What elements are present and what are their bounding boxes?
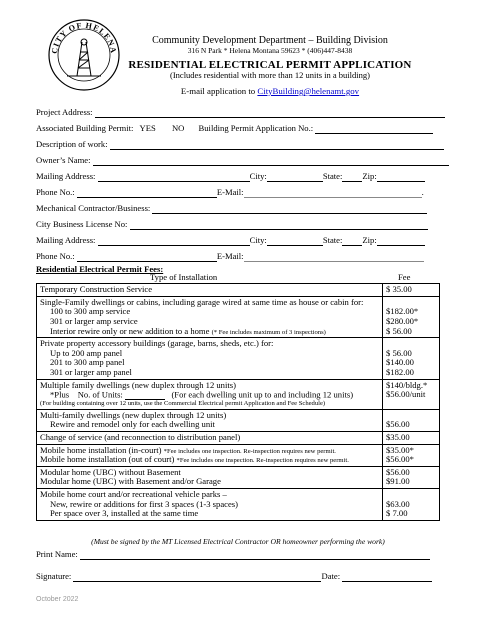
- email-link[interactable]: CityBuilding@helenamt.gov: [257, 86, 360, 96]
- svg-text:CITY OF HELENA: [50, 21, 118, 54]
- permit-app-no-label: Building Permit Application No.:: [198, 123, 314, 134]
- col-header-fee: Fee: [398, 272, 411, 282]
- fee-cell: [383, 444, 440, 466]
- state-input[interactable]: [342, 172, 362, 182]
- fee-row-desc: [37, 296, 383, 338]
- modular-no-basement: Modular home (UBC) without Basement: [40, 466, 181, 477]
- single-family-label: Single-Family dwellings or cabins, including garage wired at same time as house or cabin for:: [40, 296, 364, 307]
- accessory-label: Private property accessory buildings (garage, barns, sheds, etc.) for:: [40, 338, 274, 349]
- city-label: City:: [249, 171, 267, 182]
- description-row: [36, 140, 444, 150]
- phone-input[interactable]: [77, 188, 217, 198]
- mailing-address-input[interactable]: [98, 172, 250, 182]
- permit-app-no-input[interactable]: [315, 124, 433, 134]
- table-row: [37, 489, 440, 521]
- fee-accessory-3: $182.00: [386, 367, 414, 377]
- fee-table: [36, 283, 440, 521]
- fee-accessory-2: $140.00: [386, 357, 414, 368]
- city-input[interactable]: [267, 172, 323, 182]
- fee-cell: [383, 466, 440, 488]
- temp-service-label: Temporary Construction Service: [40, 284, 153, 294]
- contractor-mailing-row: [36, 236, 425, 246]
- license-label: City Business License No:: [36, 219, 128, 230]
- units-label: No. of Units:: [77, 389, 123, 400]
- owner-row: [36, 156, 449, 166]
- seal-text: CITY OF HELENA: [49, 20, 119, 55]
- fee-change-service: $35.00: [386, 431, 410, 442]
- single-family-301: 301 or larger amp service: [50, 315, 138, 326]
- fee-row-desc: [37, 338, 383, 380]
- fee-cell: [383, 409, 440, 431]
- table-row: [37, 338, 440, 380]
- multi-family-label: Multiple family dwellings (new duplex through 12 units): [40, 379, 236, 390]
- col-header-install: Type of Installation: [150, 272, 218, 282]
- modular-basement: Modular home (UBC) with Basement and/or Garage: [40, 476, 221, 487]
- fee-per-bldg: $140/bldg.*: [386, 379, 428, 390]
- contractor-phone-row: [36, 252, 424, 262]
- department-name: Community Development Department – Building Division: [152, 35, 388, 46]
- description-label: Description of work:: [36, 139, 108, 150]
- fee-cell: [383, 489, 440, 521]
- table-row: [37, 296, 440, 338]
- table-row: [37, 431, 440, 444]
- fee-cell: [383, 379, 440, 409]
- table-row: [37, 379, 440, 409]
- city-label-2: City:: [249, 235, 267, 246]
- email-prefix: E-mail application to: [180, 86, 258, 96]
- fee-row-desc: [37, 466, 383, 488]
- zip-input-2[interactable]: [377, 236, 425, 246]
- fee-modular-2: $91.00: [386, 476, 410, 487]
- no-option[interactable]: NO: [171, 123, 185, 134]
- change-service-label: Change of service (and reconnection to distribution panel): [40, 431, 241, 442]
- license-row: [36, 220, 428, 230]
- city-input-2[interactable]: [267, 236, 323, 246]
- yes-option[interactable]: YES: [139, 123, 156, 134]
- form-title: RESIDENTIAL ELECTRICAL PERMIT APPLICATION: [128, 59, 412, 71]
- project-address-input[interactable]: [95, 108, 445, 118]
- fee-rewire: $56.00: [386, 419, 410, 430]
- phone-input-2[interactable]: [77, 252, 217, 262]
- state-label-2: State:: [322, 235, 343, 246]
- mobile-out-court-note: *Fee includes one inspection. Re-inspection requires new permit.: [176, 457, 349, 465]
- mailing-address-input-2[interactable]: [98, 236, 250, 246]
- fee-row-desc: [37, 409, 383, 431]
- accessory-200: Up to 200 amp panel: [50, 347, 123, 358]
- rewire-remodel: Rewire and remodel only for each dwelling unit: [50, 419, 215, 430]
- accessory-301: 301 or larger amp panel: [50, 367, 132, 377]
- over-12-note: (For building containing over 12 units, use the Commercial Electrical permit Application and Fee Schedule): [40, 400, 326, 408]
- state-input-2[interactable]: [342, 236, 362, 246]
- fee-per-space: $ 7.00: [386, 508, 408, 519]
- contractor-label: Mechanical Contractor/Business:: [36, 203, 151, 214]
- single-family-100-300: 100 to 300 amp service: [50, 306, 131, 317]
- zip-label-2: Zip:: [362, 235, 377, 246]
- date-label: Date:: [321, 571, 341, 582]
- print-name-input[interactable]: [80, 550, 430, 560]
- city-seal: [47, 18, 121, 92]
- signature-input[interactable]: [73, 572, 321, 582]
- fee-182: $182.00*: [386, 306, 419, 317]
- print-name-row: [36, 550, 430, 560]
- revision-date: October 2022: [36, 596, 79, 603]
- fee-row-desc: [37, 444, 383, 466]
- contractor-input[interactable]: [152, 204, 427, 214]
- description-input[interactable]: [110, 140, 444, 150]
- mobile-out-court: Mobile home installation (out of court): [40, 454, 175, 465]
- signature-row: [36, 572, 432, 582]
- owner-phone-row: [36, 188, 424, 198]
- fee-modular-1: $56.00: [386, 466, 410, 477]
- signature-note: (Must be signed by the MT Licensed Electrical Contractor OR homeowner performing the work): [91, 537, 385, 546]
- fee-accessory-1: $ 56.00: [386, 347, 412, 358]
- department-address: 316 N Park * Helena Montana 59623 * (406)447-8438: [187, 46, 353, 55]
- plus-label: *Plus: [50, 389, 70, 400]
- owner-mailing-row: [36, 172, 425, 182]
- fee-cell: [383, 431, 440, 444]
- assoc-permit-row: [36, 124, 433, 134]
- fee-row-desc: [37, 379, 383, 409]
- interior-rewire: Interior rewire only or new addition to a home: [50, 325, 210, 336]
- fee-56: $ 56.00: [386, 325, 412, 336]
- mobile-court-label: Mobile home court and/or recreational vehicle parks –: [40, 489, 227, 499]
- fee-cell: [383, 296, 440, 338]
- email-instruction: [120, 86, 420, 96]
- table-row: [37, 284, 440, 297]
- form-subtitle: (Includes residential with more than 12 units in a building): [170, 70, 370, 80]
- fee-row-desc: [37, 284, 383, 297]
- fee-row-desc: [37, 489, 383, 521]
- zip-label: Zip:: [362, 171, 377, 182]
- mobile-in-court: Mobile home installation (in-court): [40, 444, 162, 455]
- fee-per-unit: $56.00/unit: [386, 389, 426, 400]
- owner-name-label: Owner’s Name:: [36, 155, 91, 166]
- owner-name-input[interactable]: [93, 156, 449, 166]
- fee-mobile-in: $35.00*: [386, 444, 414, 455]
- email-input[interactable]: [244, 188, 422, 198]
- fee-row-desc: [37, 431, 383, 444]
- contractor-row: [36, 204, 427, 214]
- multi-family-rewire-label: Multi-family dwellings (new duplex through 12 units): [40, 409, 227, 420]
- fee-mobile-out: $56.00*: [386, 454, 414, 465]
- zip-input[interactable]: [377, 172, 425, 182]
- print-name-label: Print Name:: [36, 549, 78, 560]
- phone-label-2: Phone No.:: [36, 251, 75, 262]
- table-row: [37, 444, 440, 466]
- fee-280: $280.00*: [386, 315, 419, 326]
- temp-service-fee: $ 35.00: [386, 284, 412, 294]
- license-input[interactable]: [130, 220, 428, 230]
- email-label-2: E-Mail:: [216, 251, 244, 262]
- fee-cell: [383, 284, 440, 297]
- fee-first-3: $63.00: [386, 498, 410, 509]
- per-space-over-3: Per space over 3, installed at the same time: [50, 508, 199, 519]
- state-label: State:: [322, 171, 343, 182]
- units-input[interactable]: [125, 390, 165, 400]
- fees-section-title: Residential Electrical Permit Fees:: [36, 264, 164, 274]
- inspection-note: (* Fee includes maximum of 3 inspections): [211, 328, 326, 336]
- project-address-label: Project Address:: [36, 107, 93, 118]
- fee-cell: [383, 338, 440, 380]
- project-address-row: [36, 108, 445, 118]
- signature-label: Signature:: [36, 571, 72, 582]
- first-3-spaces: New, rewire or additions for first 3 spaces (1-3 spaces): [50, 498, 238, 509]
- period-mark: .: [421, 187, 424, 198]
- mobile-in-court-note: *Fee includes one inspection. Re-inspection requires new permit.: [163, 447, 336, 455]
- units-note: (For each dwelling unit up to and including 12 units): [171, 389, 354, 400]
- email-input-2[interactable]: [244, 252, 424, 262]
- accessory-201-300: 201 to 300 amp panel: [50, 357, 125, 368]
- mailing-address-label-2: Mailing Address:: [36, 235, 96, 246]
- date-input[interactable]: [342, 572, 432, 582]
- assoc-permit-label: Associated Building Permit:: [36, 123, 134, 134]
- table-row: [37, 466, 440, 488]
- table-row: [37, 409, 440, 431]
- email-label: E-Mail:: [216, 187, 244, 198]
- phone-label: Phone No.:: [36, 187, 75, 198]
- mailing-address-label: Mailing Address:: [36, 171, 96, 182]
